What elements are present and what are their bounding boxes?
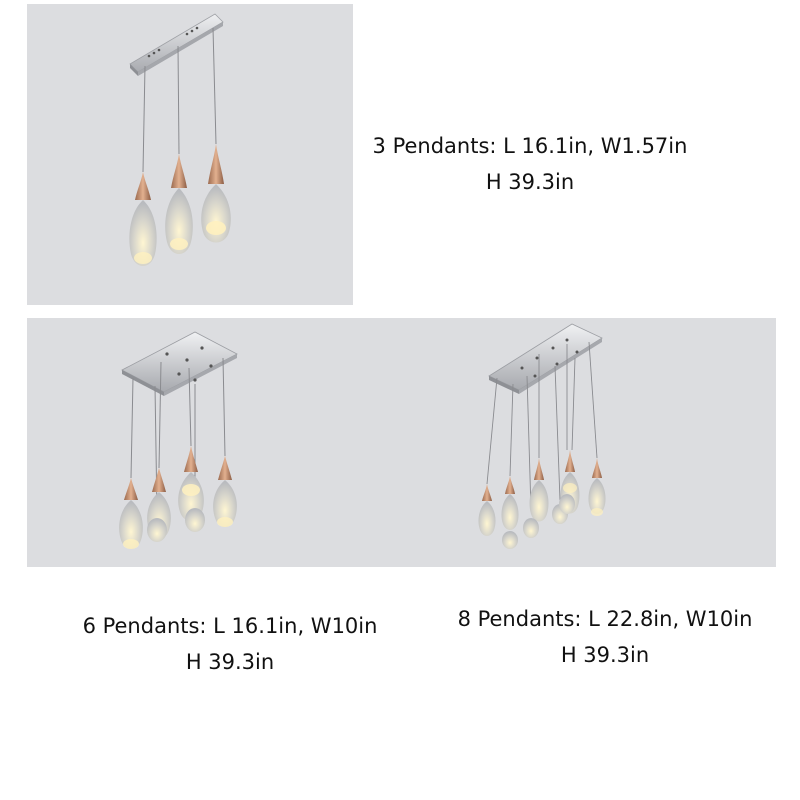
product-photo-6-and-8-pendants <box>27 318 776 567</box>
spec-8-pendants <box>435 601 775 673</box>
spec-8-dimensions: 8 Pendants: L 22.8in, W10in <box>457 607 753 631</box>
spec-6-height: H 39.3in <box>185 650 275 674</box>
spec-8-height: H 39.3in <box>560 643 650 667</box>
eight-pendant-canopy <box>489 324 602 394</box>
product-photo-3-pendants <box>27 4 353 305</box>
six-and-eight-pendant-lamp-image <box>27 318 776 567</box>
three-pendant-lamp-image <box>27 4 353 305</box>
spec-6-dimensions: 6 Pendants: L 16.1in, W10in <box>82 614 378 638</box>
six-pendant-canopy <box>122 332 237 396</box>
spec-3-dimensions: 3 Pendants: L 16.1in, W1.57in <box>372 134 688 158</box>
spec-6-pendants <box>60 608 400 680</box>
spec-3-height: H 39.3in <box>485 170 575 194</box>
spec-3-pendants <box>360 128 700 200</box>
